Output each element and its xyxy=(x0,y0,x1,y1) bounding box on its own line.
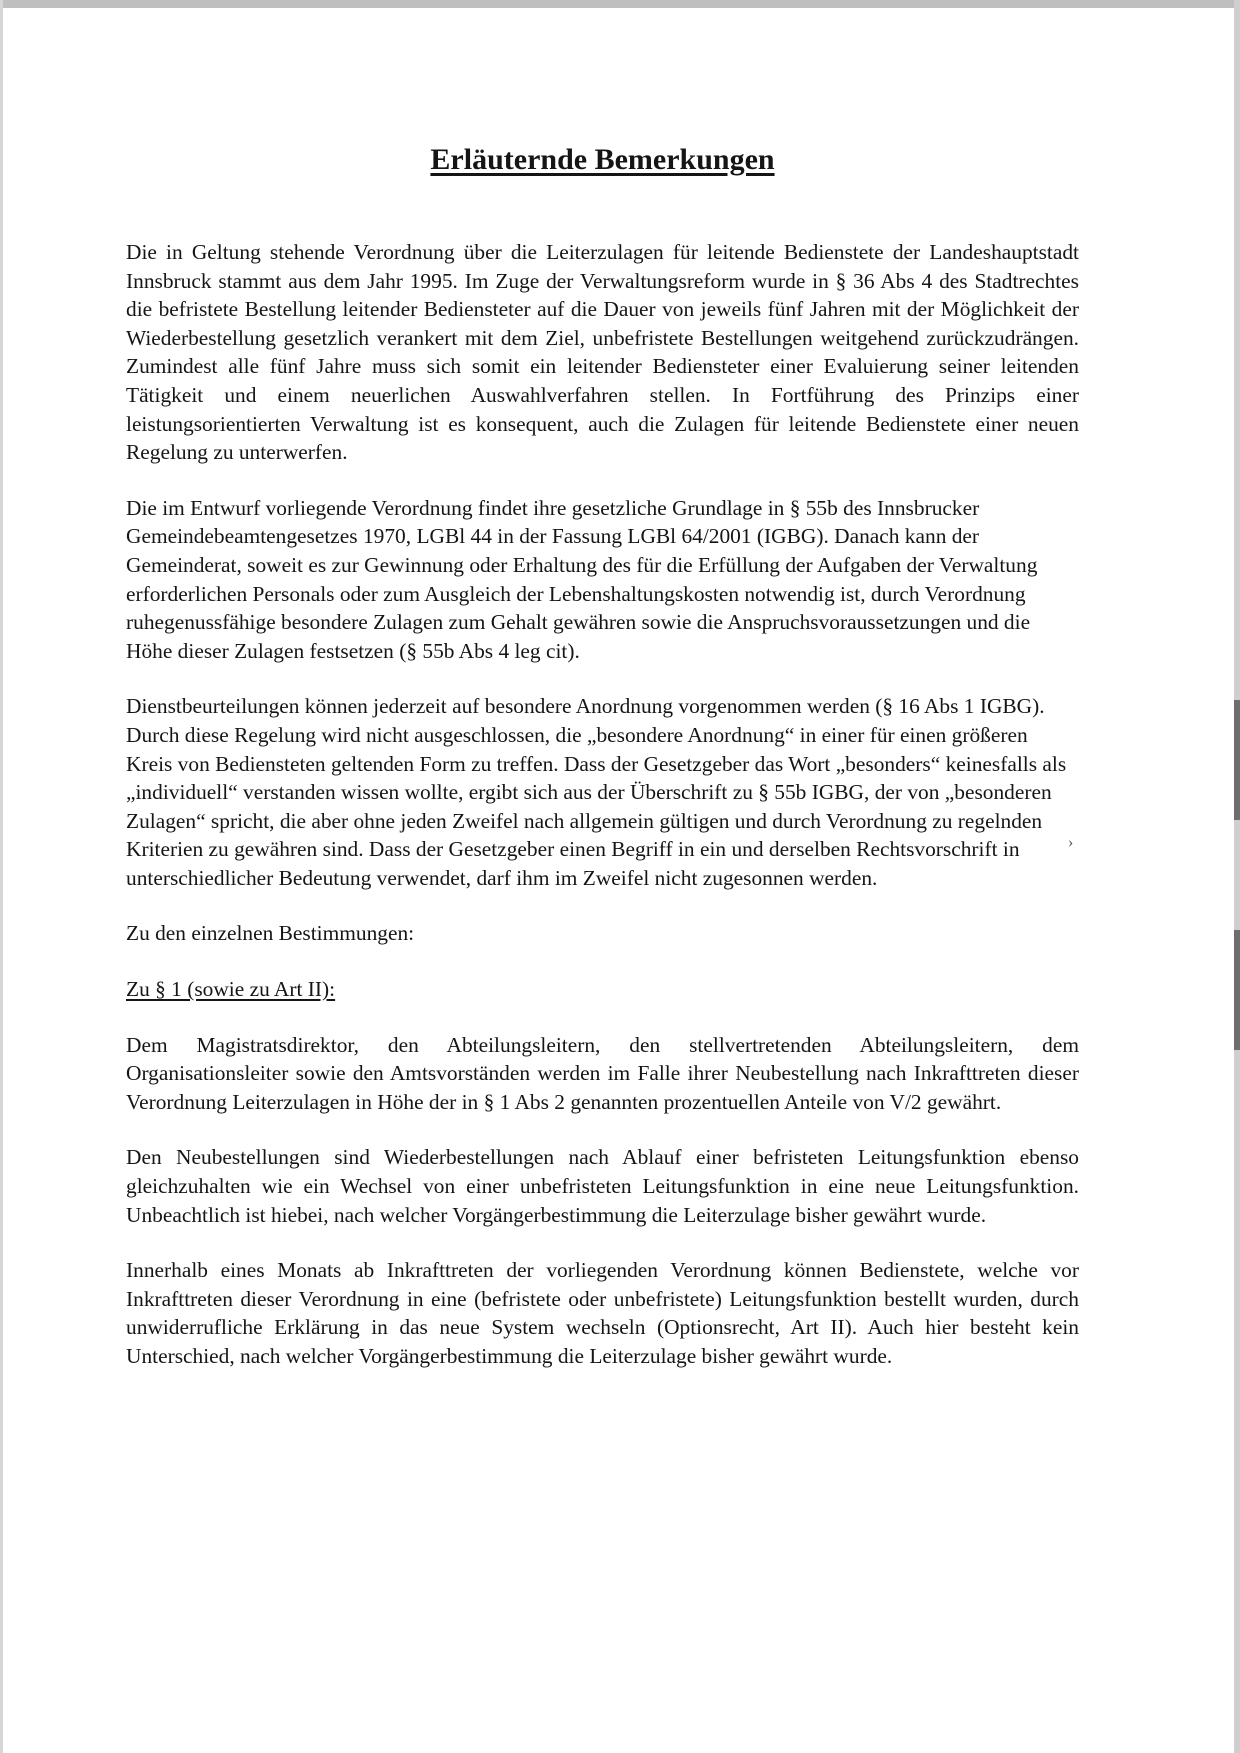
paragraph-introduction: Die in Geltung stehende Verordnung über die Leiterzulagen für leitende Bedienstete der Landeshauptstadt Innsbruck stammt aus dem Jahr 1995. Im Zuge der Verwaltungsreform wurde in § 36 Abs 4 des Stadtrechtes die befristete Bestellung leitender Bediensteter auf die Dauer von jeweils fünf Jahren mit der Möglichkeit der Wiederbestellung gesetzlich verankert mit dem Ziel, unbefristete Bestellungen weitgehend zurückzudrängen. Zumindest alle fünf Jahre muss sich somit ein leitender Bediensteter einer Evaluierung seiner leitenden Tätigkeit und einem neuerlichen Auswahlverfahren stellen. In Fortführung des Prinzips einer leistungsorientierten Verwaltung ist es konsequent, auch die Zulagen für leitende Bedienstete einer neuen Regelung zu unterwerfen. xyxy=(126,240,1079,465)
document-title: Erläuternde Bemerkungen xyxy=(430,143,775,176)
section-heading-provisions: Zu den einzelnen Bestimmungen: xyxy=(126,921,415,946)
scan-border-right xyxy=(1234,0,1240,1753)
paragraph-option-right: Innerhalb eines Monats ab Inkrafttreten der vorliegenden Verordnung können Bedienstete, welche vor Inkrafttreten dieser Verordnung in eine (befristete oder unbefristete) Leitungsfunktion bestellt wurden, durch unwiderrufliche Erklärung in das neue System wechseln (Optionsrecht, Art II). Auch hier besteht kein Unterschied, nach welcher Vorgängerbestimmung die Leiterzulage bisher gewährt wurde. xyxy=(126,1258,1079,1368)
scan-edge-shadow xyxy=(1234,930,1240,1050)
paragraph-service-assessment: Dienstbeurteilungen können jederzeit auf besondere Anordnung vorgenommen werden (§ 16 Abs 1 IGBG). Durch diese Regelung wird nicht ausgeschlossen, die „besondere Anordnung“ in einer für einen größeren Kreis von Bediensteten geltenden Form zu treffen. Dass der Gesetzgeber das Wort „besonders“ keinesfalls als „individuell“ verstanden wissen wollte, ergibt sich aus der Überschrift zu § 55b IGBG, der von „besonderen Zulagen“ spricht, die aber ohne jeden Zweifel nach allgemein gültigen und durch Verordnung zu regelnden Kriterien zu gewähren sind. Dass der Gesetzgeber einen Begriff in ein und derselben Rechtsvorschrift in unterschiedlicher Bedeutung verwendet, darf ihm im Zweifel nicht zugesonnen werden. xyxy=(126,694,1067,890)
subsection-heading-paragraph-1: Zu § 1 (sowie zu Art II): xyxy=(126,977,336,1002)
scan-border-left xyxy=(0,0,3,1753)
stray-scan-mark: › xyxy=(1068,834,1074,851)
paragraph-legal-basis: Die im Entwurf vorliegende Verordnung findet ihre gesetzliche Grundlage in § 55b des Innsbrucker Gemeindebeamtengesetzes 1970, LGBl 44 in der Fassung LGBl 64/2001 (IGBG). Danach kann der Gemeinderat, soweit es zur Gewinnung oder Erhaltung des für die Erfüllung der Aufgaben der Verwaltung erforderlichen Personals oder zum Ausgleich der Lebenshaltungskosten notwendig ist, durch Verordnung ruhegenussfähige besondere Zulagen zum Gehalt gewähren sowie die Anspruchsvoraussetzungen und die Höhe dieser Zulagen festsetzen (§ 55b Abs 4 leg cit). xyxy=(126,495,1038,663)
scan-edge-shadow xyxy=(1234,700,1240,820)
document-page xyxy=(126,142,1079,1398)
scan-border-top xyxy=(0,0,1240,8)
paragraph-new-appointments: Dem Magistratsdirektor, den Abteilungsleitern, den stellvertretenden Abteilungsleitern, dem Organisationsleiter sowie den Amtsvorständen werden im Falle ihrer Neubestellung nach Inkrafttreten dieser Verordnung Leiterzulagen in Höhe der in § 1 Abs 2 genannten prozentuellen Anteile von V/2 gewährt. xyxy=(126,1032,1079,1114)
paragraph-reappointments: Den Neubestellungen sind Wiederbestellungen nach Ablauf einer befristeten Leitungsfunktion ebenso gleichzuhalten wie ein Wechsel von einer unbefristeten Leitungsfunktion in eine neue Leitungsfunktion. Unbeachtlich ist hiebei, nach welcher Vorgängerbestimmung die Leiterzulage bisher gewährt wurde. xyxy=(126,1145,1079,1227)
